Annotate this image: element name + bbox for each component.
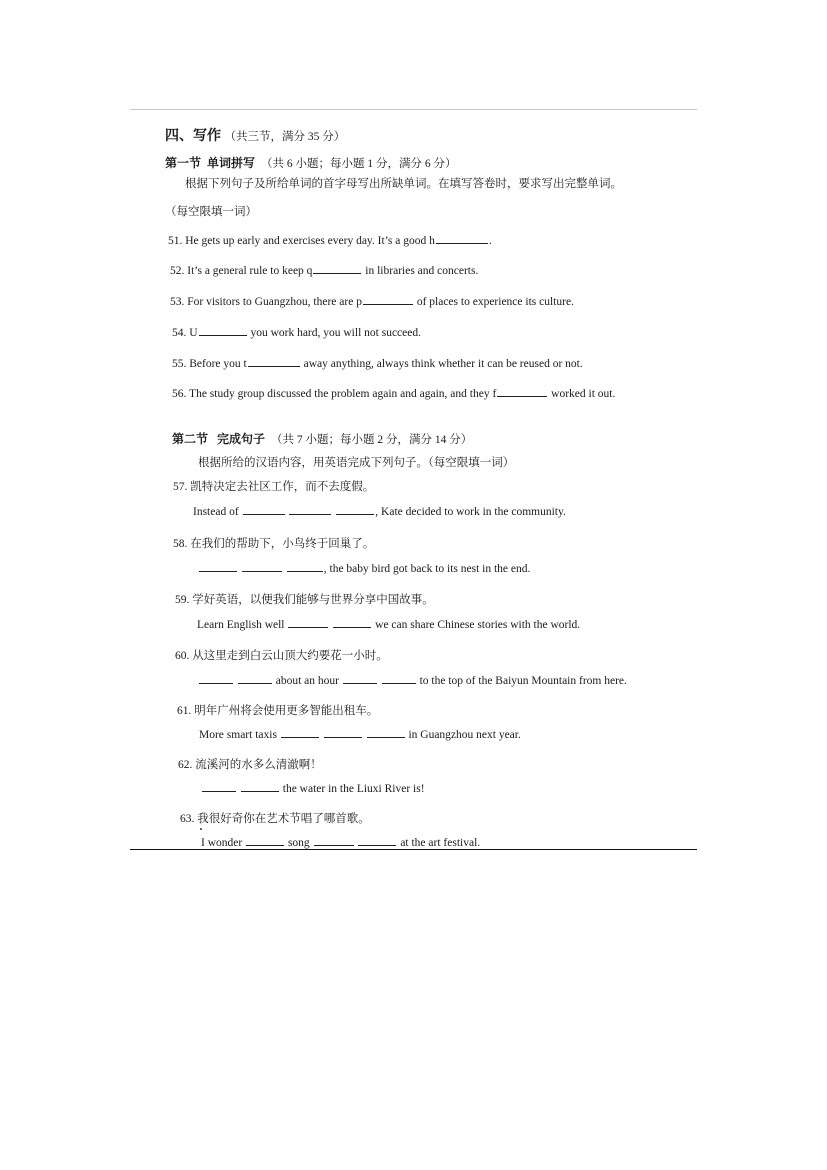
question-57-en xyxy=(193,504,566,519)
part-title: 四、写作 xyxy=(165,129,221,144)
answer-blank[interactable] xyxy=(241,781,279,792)
answer-blank[interactable] xyxy=(287,561,323,572)
question-61-cn: 61. 明年广州将会使用更多智能出租车。 xyxy=(177,705,379,717)
sentence-part: the water in the Liuxi River is! xyxy=(282,783,425,795)
answer-blank[interactable] xyxy=(314,835,354,846)
sentence-part: in Guangzhou next year. xyxy=(408,729,521,741)
answer-blank[interactable] xyxy=(243,504,285,515)
question-text: 54. U xyxy=(172,327,198,339)
question-55 xyxy=(172,356,583,371)
answer-blank[interactable] xyxy=(497,386,547,397)
sentence-part: Learn English well xyxy=(197,619,285,631)
section1-name: 单词拼写 xyxy=(207,156,256,170)
answer-blank[interactable] xyxy=(343,673,377,684)
question-text: 51. He gets up early and exercises every day. It’s a good h xyxy=(168,235,435,247)
question-text: 56. The study group discussed the problem again and again, and they f xyxy=(172,388,497,400)
question-63-en xyxy=(201,835,480,850)
question-text: 52. It’s a general rule to keep q xyxy=(170,265,313,277)
answer-blank[interactable] xyxy=(281,727,319,738)
question-text-end: of places to experience its culture. xyxy=(416,296,574,308)
answer-blank[interactable] xyxy=(288,617,328,628)
section2-note: （共 7 小题；每小题 2 分，满分 14 分） xyxy=(271,434,473,446)
question-52 xyxy=(170,263,478,278)
question-62-en xyxy=(201,781,425,796)
section2-name: 完成句子 xyxy=(217,432,266,446)
section1-instruction-2: （每空限填一词） xyxy=(165,206,257,218)
section2-instruction: 根据所给的汉语内容，用英语完成下列句子。（每空限填一词） xyxy=(198,457,515,469)
answer-blank[interactable] xyxy=(248,356,300,367)
bottom-divider xyxy=(130,849,697,850)
question-text: 55. Before you t xyxy=(172,358,247,370)
question-text-end: in libraries and concerts. xyxy=(365,265,479,277)
answer-blank[interactable] xyxy=(238,673,272,684)
sentence-part: More smart taxis xyxy=(199,729,277,741)
question-53 xyxy=(170,294,574,309)
question-63-cn: 63. 我很好奇你在艺术节唱了哪首歌。 xyxy=(180,813,370,825)
answer-blank[interactable] xyxy=(289,504,331,515)
section1-heading xyxy=(165,156,457,171)
answer-blank[interactable] xyxy=(382,673,416,684)
answer-blank[interactable] xyxy=(242,561,282,572)
sentence-part: Instead of xyxy=(193,506,239,518)
section2-label: 第二节 xyxy=(172,432,209,446)
answer-blank[interactable] xyxy=(358,835,396,846)
section1-note: （共 6 小题；每小题 1 分，满分 6 分） xyxy=(261,158,457,170)
question-60-en xyxy=(198,673,627,688)
section2-heading xyxy=(172,432,472,447)
top-divider xyxy=(130,109,697,110)
question-51 xyxy=(168,233,492,248)
question-59-cn: 59. 学好英语，以便我们能够与世界分享中国故事。 xyxy=(175,594,434,606)
sentence-part: , Kate decided to work in the community. xyxy=(375,506,566,518)
answer-blank[interactable] xyxy=(436,233,488,244)
question-text-end: you work hard, you will not succeed. xyxy=(250,327,421,339)
part-heading xyxy=(165,130,345,144)
question-text-end: away anything, always think whether it can be reused or not. xyxy=(303,358,583,370)
sentence-part: song xyxy=(287,837,310,849)
question-62-cn: 62. 流溪河的水多么清澈啊！ xyxy=(178,759,322,771)
sentence-part: , the baby bird got back to its nest in the end. xyxy=(323,563,531,575)
question-58-en xyxy=(198,561,530,576)
ink-dot xyxy=(200,828,202,830)
question-56 xyxy=(172,386,615,401)
sentence-part: about an hour xyxy=(275,675,339,687)
question-61-en xyxy=(199,727,521,742)
answer-blank[interactable] xyxy=(199,325,247,336)
question-57-cn: 57. 凯特决定去社区工作，而不去度假。 xyxy=(173,481,375,493)
question-60-cn: 60. 从这里走到白云山顶大约要花一小时。 xyxy=(175,650,388,662)
answer-blank[interactable] xyxy=(313,263,361,274)
section1-label: 第一节 xyxy=(165,156,202,170)
question-58-cn: 58. 在我们的帮助下，小鸟终于回巢了。 xyxy=(173,538,375,550)
answer-blank[interactable] xyxy=(367,727,405,738)
answer-blank[interactable] xyxy=(202,781,236,792)
part-note: （共三节，满分 35 分） xyxy=(224,131,346,143)
question-text-end: . xyxy=(488,235,492,247)
sentence-part: to the top of the Baiyun Mountain from here. xyxy=(419,675,627,687)
answer-blank[interactable] xyxy=(363,294,413,305)
question-text: 53. For visitors to Guangzhou, there are p xyxy=(170,296,362,308)
answer-blank[interactable] xyxy=(324,727,362,738)
sentence-part: I wonder xyxy=(201,837,243,849)
answer-blank[interactable] xyxy=(246,835,284,846)
sentence-part: we can share Chinese stories with the world. xyxy=(375,619,581,631)
question-text-end: worked it out. xyxy=(551,388,616,400)
answer-blank[interactable] xyxy=(333,617,371,628)
answer-blank[interactable] xyxy=(336,504,374,515)
answer-blank[interactable] xyxy=(199,561,237,572)
section1-instruction: 根据下列句子及所给单词的首字母写出所缺单词。在填写答卷时，要求写出完整单词。 xyxy=(185,178,622,190)
sentence-part: at the art festival. xyxy=(400,837,481,849)
question-54 xyxy=(172,325,421,340)
answer-blank[interactable] xyxy=(199,673,233,684)
question-59-en xyxy=(197,617,580,632)
